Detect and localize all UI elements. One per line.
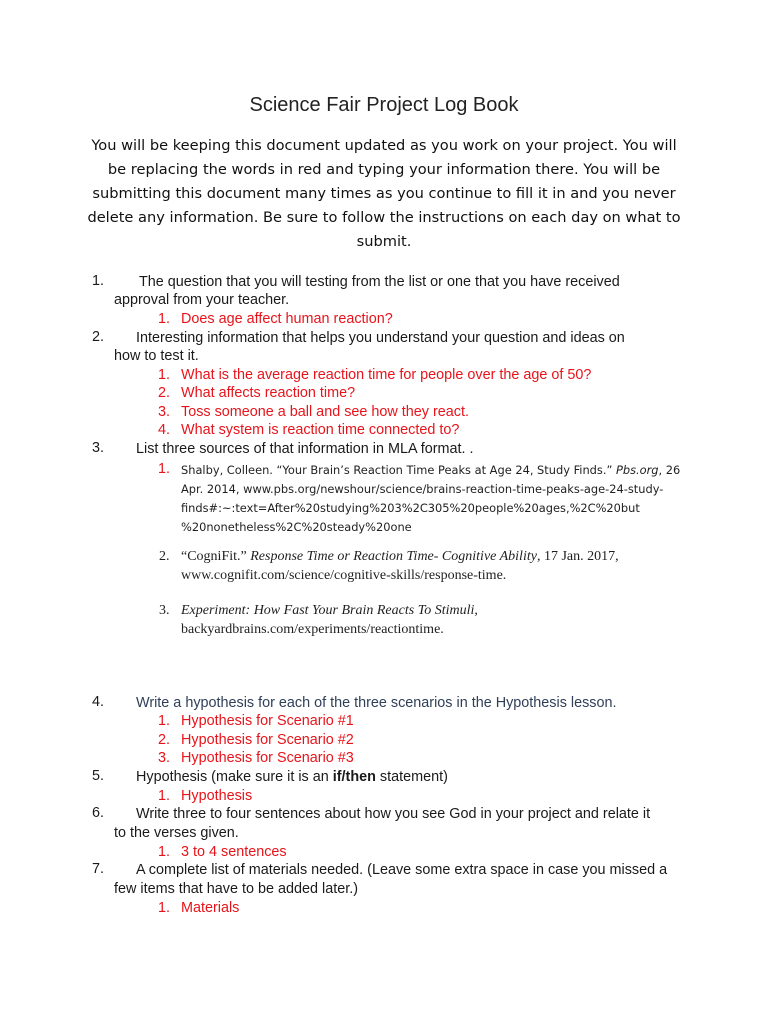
answer-text[interactable]: Does age affect human reaction? bbox=[181, 311, 393, 327]
answer-text[interactable]: Hypothesis for Scenario #1 bbox=[181, 713, 354, 729]
answer-number: 3. bbox=[158, 404, 171, 420]
answer-number: 1. bbox=[158, 713, 171, 729]
answer-number: 1. bbox=[158, 367, 171, 383]
item-number: 6. bbox=[92, 805, 105, 821]
item-text: approval from your teacher. bbox=[114, 292, 290, 308]
source-number: 1. bbox=[158, 461, 171, 477]
answer-text[interactable]: What affects reaction time? bbox=[181, 385, 356, 401]
item-text: Write three to four sentences about how you see God in your project and relate it bbox=[136, 806, 651, 822]
answer-text[interactable]: What system is reaction time connected to? bbox=[181, 422, 460, 438]
citation-line: Shalby, Colleen. “Your Brain’s Reaction Time Peaks at Age 24, Study Finds.” Pbs.org, 26 bbox=[181, 463, 681, 477]
answer-text[interactable]: Materials bbox=[181, 900, 240, 916]
item-number: 2. bbox=[92, 329, 105, 345]
answer-text[interactable]: 3 to 4 sentences bbox=[181, 844, 287, 860]
citation-line: %20nonetheless%2C%20steady%20one bbox=[181, 520, 412, 534]
item-text: few items that have to be added later.) bbox=[114, 881, 358, 897]
source-number: 3. bbox=[159, 603, 170, 618]
answer-number: 1. bbox=[158, 311, 171, 327]
answer-text[interactable]: What is the average reaction time for people over the age of 50? bbox=[181, 367, 592, 383]
citation-line: Experiment: How Fast Your Brain Reacts To Stimuli, bbox=[181, 603, 478, 618]
item-text: List three sources of that information in MLA format. . bbox=[136, 441, 474, 457]
answer-number: 2. bbox=[158, 732, 171, 748]
page-title: Science Fair Project Log Book bbox=[249, 94, 519, 116]
answer-number: 3. bbox=[158, 750, 171, 766]
answer-text[interactable]: Hypothesis for Scenario #3 bbox=[181, 750, 354, 766]
item-text: A complete list of materials needed. (Leave some extra space in case you missed a bbox=[136, 862, 668, 878]
citation-line: finds#:~:text=After%20studying%203%2C305%20people%20ages,%2C%20but bbox=[181, 501, 640, 515]
intro-paragraph: You will be keeping this document updated as you work on your project. You will be replacing the words in red and typing your information there. You will be submitting this document many times as you continue to fill it in and you never delete any information. Be sure to follow the instructions on each day on what to submit. bbox=[87, 137, 681, 250]
item-number: 7. bbox=[92, 861, 105, 877]
item-text: Hypothesis (make sure it is an if/then statement) bbox=[136, 769, 448, 785]
item-text: to the verses given. bbox=[114, 825, 239, 841]
source-number: 2. bbox=[159, 549, 170, 564]
citation-line: Apr. 2014, www.pbs.org/newshour/science/brains-reaction-time-peaks-age-24-study- bbox=[181, 482, 664, 496]
answer-number: 1. bbox=[158, 788, 171, 804]
item-text: how to test it. bbox=[114, 348, 199, 364]
item-number: 1. bbox=[92, 273, 105, 289]
answer-number: 1. bbox=[158, 900, 171, 916]
answer-number: 2. bbox=[158, 385, 171, 401]
answer-text[interactable]: Toss someone a ball and see how they react. bbox=[181, 404, 469, 420]
answer-text[interactable]: Hypothesis bbox=[181, 788, 253, 804]
citation-line: backyardbrains.com/experiments/reactiontime. bbox=[181, 622, 444, 637]
item-text: The question that you will testing from the list or one that you have received bbox=[139, 274, 620, 290]
item-text: Interesting information that helps you understand your question and ideas on bbox=[136, 330, 625, 346]
item-text: Write a hypothesis for each of the three scenarios in the Hypothesis lesson. bbox=[136, 695, 617, 711]
answer-number: 1. bbox=[158, 844, 171, 860]
citation-line: “CogniFit.” Response Time or Reaction Time- Cognitive Ability, 17 Jan. 2017, bbox=[181, 549, 619, 564]
answer-number: 4. bbox=[158, 422, 171, 438]
item-number: 4. bbox=[92, 694, 105, 710]
item-number: 5. bbox=[92, 768, 105, 784]
item-number: 3. bbox=[92, 440, 105, 456]
answer-text[interactable]: Hypothesis for Scenario #2 bbox=[181, 732, 354, 748]
citation-line: www.cognifit.com/science/cognitive-skills/response-time. bbox=[181, 568, 507, 583]
